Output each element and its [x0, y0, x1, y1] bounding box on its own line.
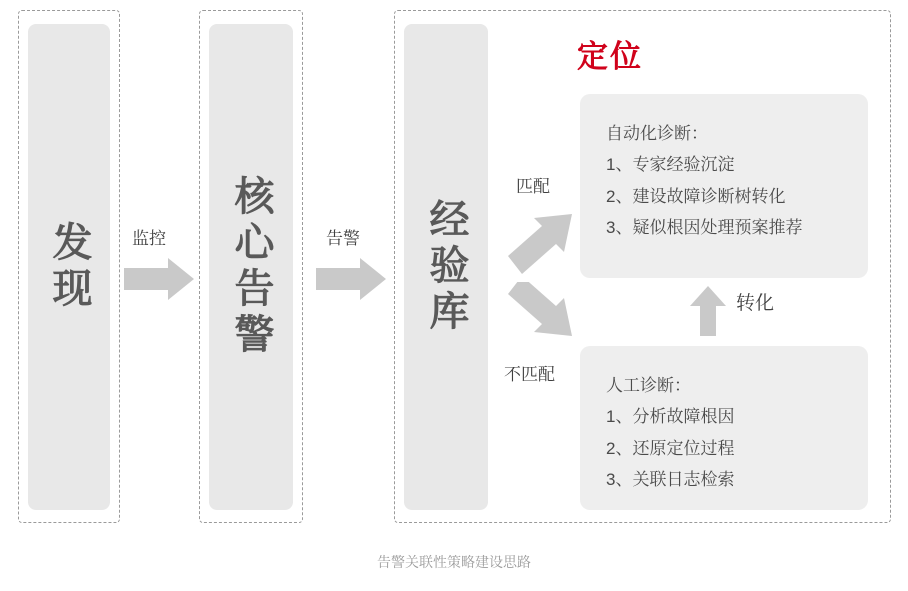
arrow-match-to-auto-diagnosis	[502, 212, 578, 286]
panel-auto-item: 2、建设故障诊断树转化	[606, 186, 786, 206]
arrow-convert-up	[688, 286, 728, 338]
node-experience-base[interactable]	[404, 24, 488, 510]
node-core-alarm[interactable]	[209, 24, 293, 510]
node-experience-base-label: 经验库	[424, 198, 468, 336]
node-discover-label: 发现	[47, 221, 91, 313]
arrow-discover-to-core	[124, 258, 196, 300]
panel-manual-item: 1、分析故障根因	[606, 407, 735, 427]
label-convert: 转化	[736, 293, 775, 314]
arrow-core-to-experience	[316, 258, 388, 300]
panel-auto-item: 1、专家经验沉淀	[606, 155, 735, 175]
arrow-nomatch-to-manual-diagnosis	[502, 282, 578, 356]
node-core-alarm-label: 核心告警	[229, 175, 273, 359]
node-discover[interactable]	[28, 24, 110, 510]
panel-manual-diagnosis[interactable]	[580, 346, 868, 510]
panel-auto-item: 3、疑似根因处理预案推荐	[606, 218, 803, 238]
label-monitor: 监控	[132, 229, 166, 248]
panel-auto-diagnosis[interactable]	[580, 94, 868, 278]
panel-manual-heading: 人工诊断：	[606, 376, 691, 395]
panel-manual-item: 2、还原定位过程	[606, 438, 735, 458]
diagram-caption: 告警关联性策略建设思路	[377, 554, 531, 570]
panel-auto-heading: 自动化诊断：	[606, 124, 708, 143]
label-no-match: 不匹配	[504, 365, 555, 384]
label-alarm: 告警	[326, 229, 360, 248]
label-match: 匹配	[516, 177, 550, 196]
panel-manual-item: 3、关联日志检索	[606, 470, 735, 490]
page-title-locate: 定位	[577, 39, 643, 74]
